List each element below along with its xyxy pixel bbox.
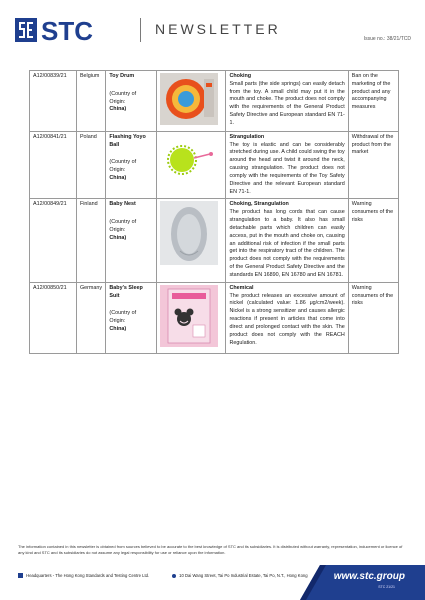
risk-cell <box>226 71 348 132</box>
product-name: Baby Nest <box>109 201 136 208</box>
ref-cell: A12/00841/21 <box>30 131 77 199</box>
measure-cell: Ban on the marketing of the product and any accompanying measures <box>348 71 398 132</box>
country-cell: Poland <box>76 131 105 199</box>
risk-title: Choking, Strangulation <box>229 201 289 208</box>
table-row <box>30 131 399 199</box>
risk-description: The product releases an excessive amount of nickel (calculated value: 1.86 μg/cm2/week). Nickel is a strong sensitizer and causes allergic reactions if present in articles that come into direct and prolonged contact with the skin. The product does not comply with the REACH Regulation. <box>229 292 345 346</box>
header-divider <box>140 18 141 42</box>
product-name: Baby's Sleep Suit <box>109 284 143 299</box>
table-row <box>30 71 399 132</box>
table-row <box>30 199 399 282</box>
address-text: 10 Dai Wang Street, Tai Po Industrial Estate, Tai Po, N.T., Hong Kong <box>179 573 308 578</box>
measure-cell: Warning consumers of the risks <box>348 199 398 282</box>
measure-cell: Warning consumers of the risks <box>348 282 398 353</box>
product-cell <box>106 71 156 132</box>
product-cell <box>106 282 156 353</box>
image-cell <box>156 131 226 199</box>
origin-label: (Country of Origin: <box>109 219 137 234</box>
table-row <box>30 282 399 353</box>
country-cell: Germany <box>76 282 105 353</box>
ref-cell: A12/00839/21 <box>30 71 77 132</box>
risk-title: Chemical <box>229 284 254 291</box>
risk-description: Small parts (the side springs) can easily detach from the toy. A small child may put it in the mouth and choke. The product does not comply with the requirements of the General Product Safety Directive and European standard EN 71-1. <box>229 80 345 126</box>
measure-cell: Withdrawal of the product from the market <box>348 131 398 199</box>
risk-title: Strangulation <box>229 133 265 140</box>
risk-cell <box>226 131 348 199</box>
origin-label: (Country of Origin: <box>109 310 137 325</box>
address-info <box>172 573 308 578</box>
page-number: STC 21/21 <box>378 585 395 589</box>
origin-label: (Country of Origin: <box>109 159 137 174</box>
sleep-suit-image <box>160 285 218 347</box>
svg-text:STC: STC <box>41 17 93 43</box>
product-cell <box>106 131 156 199</box>
newsletter-title: NEWSLETTER <box>155 21 281 37</box>
risk-cell <box>226 199 348 282</box>
origin-country: China) <box>109 106 127 113</box>
image-cell <box>156 71 226 132</box>
location-pin-icon <box>172 574 176 578</box>
product-cell <box>106 199 156 282</box>
origin-country: China) <box>109 234 127 241</box>
product-name: Toy Drum <box>109 73 135 79</box>
risk-description: The toy is elastic and can be considerably stretched during use. A child could swing the toy around the head and twist it around the neck, causing strangulation. The product does not comply with the requirements of the Toy Safety Directive and the relevant European standard EN 71-1. <box>229 141 345 195</box>
country-cell: Finland <box>76 199 105 282</box>
stc-logo <box>15 17 120 43</box>
website-link[interactable]: www.stc.group <box>333 571 405 582</box>
product-name: Flashing Yoyo Ball <box>109 133 146 148</box>
ref-cell: A12/00850/21 <box>30 282 77 353</box>
image-cell <box>156 282 226 353</box>
recall-table <box>29 70 399 354</box>
risk-description: The product has long cords that can cause strangulation to a baby. It also has small detachable parts which children can easily access, put in the mouth and choke on, causing an additional risk of infection if the small parts get into the respiratory tract of the children. The product does not comply with the requirements of the General Product Safety Directive and the standards EN 16890, EN 16780 and EN 16781. <box>229 209 345 278</box>
risk-title: Choking <box>229 73 252 79</box>
risk-cell <box>226 282 348 353</box>
origin-country: China) <box>109 326 127 333</box>
headquarters-info <box>18 573 149 578</box>
disclaimer: The information contained in this newsletter is obtained from sources believed to be accurate to the best knowledge of STC and its subsidiaries. It is distributed without warranty, representation, inducement or licence of any kind and STC and its subsidiaries do not assume any legal responsibility for use or reliance upon the information. <box>18 544 403 555</box>
baby-nest-image <box>160 201 218 265</box>
issue-number: Issue no.: 38/21/TCD <box>363 36 411 42</box>
building-icon <box>18 573 23 578</box>
yoyo-ball-image <box>160 134 218 186</box>
origin-country: China) <box>109 175 127 182</box>
newsletter-header <box>0 0 425 55</box>
image-cell <box>156 199 226 282</box>
country-cell: Belgium <box>76 71 105 132</box>
origin-label: (Country of Origin: <box>109 90 137 105</box>
toy-drum-image <box>160 73 218 125</box>
ref-cell: A12/00849/21 <box>30 199 77 282</box>
headquarters-text: Headquarters - The Hong Kong Standards and Testing Centre Ltd. <box>26 573 150 578</box>
